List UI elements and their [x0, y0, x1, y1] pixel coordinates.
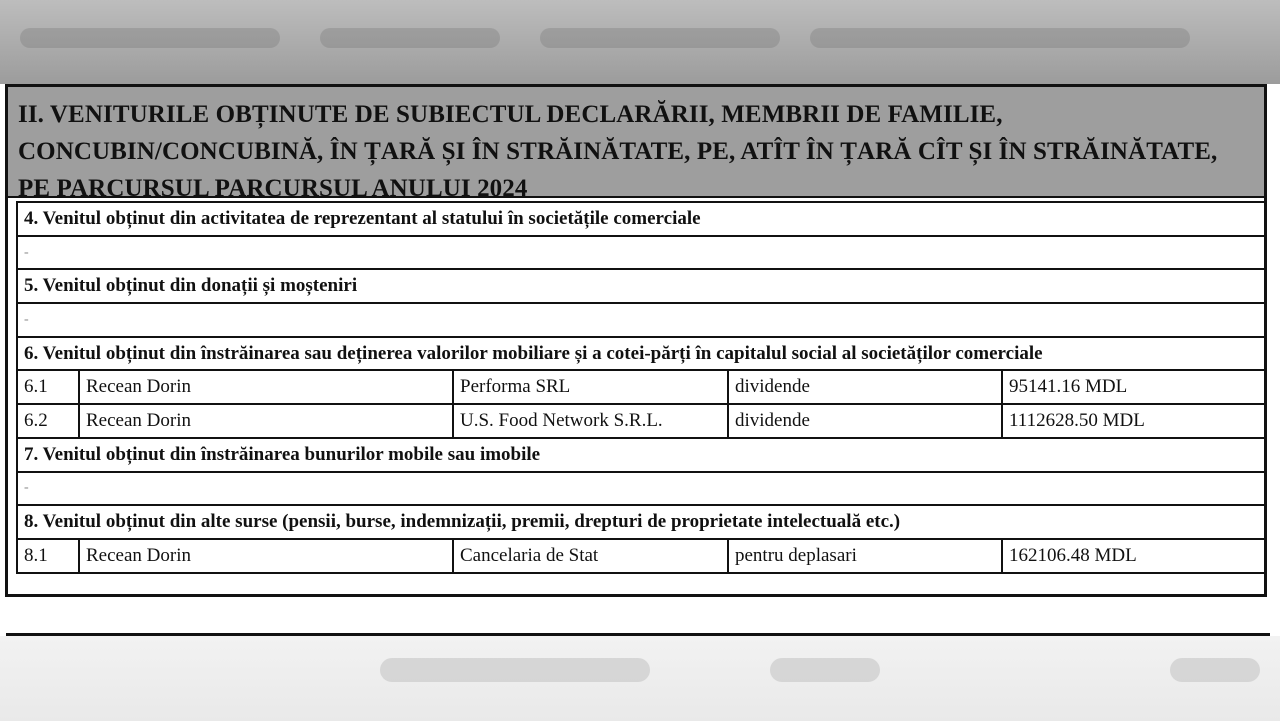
section-title-line: II. VENITURILE OBȚINUTE DE SUBIECTUL DECLARĂRII, MEMBRII DE FAMILIE,	[18, 101, 1003, 128]
income-source: Cancelaria de Stat	[453, 539, 728, 573]
blurred-text	[770, 658, 880, 682]
section-5-empty-mark: -	[17, 303, 1265, 337]
income-section-frame	[5, 84, 1267, 597]
row-number: 8.1	[17, 539, 79, 573]
section-title-line: CONCUBIN/CONCUBINĂ, ÎN ȚARĂ ȘI ÎN STRĂINĂTATE, PE, ATÎT ÎN ȚARĂ CÎT ȘI ÎN STRĂINĂTATE,	[18, 138, 1218, 165]
income-amount: 1112628.50 MDL	[1002, 404, 1265, 438]
table-row	[17, 404, 1265, 438]
section-heading-row	[17, 269, 1265, 303]
beneficiary-name: Recean Dorin	[79, 370, 453, 404]
beneficiary-name: Recean Dorin	[79, 404, 453, 438]
income-source: Performa SRL	[453, 370, 728, 404]
section-heading-row	[17, 438, 1265, 472]
table-row	[17, 370, 1265, 404]
empty-row	[17, 236, 1265, 270]
blurred-top-strip	[0, 0, 1280, 84]
income-amount: 162106.48 MDL	[1002, 539, 1265, 573]
income-type: dividende	[728, 404, 1002, 438]
empty-row	[17, 472, 1265, 506]
empty-row	[17, 303, 1265, 337]
section-title	[18, 96, 1254, 207]
section-4-heading: 4. Venitul obținut din activitatea de reprezentant al statului în societățile comerciale	[17, 202, 1265, 236]
section-8-heading: 8. Venitul obținut din alte surse (pensii, burse, indemnizații, premii, drepturi de proprietate intelectuală etc.)	[17, 505, 1265, 539]
section-heading-row	[17, 337, 1265, 371]
income-type: pentru deplasari	[728, 539, 1002, 573]
blurred-text	[320, 28, 500, 48]
blurred-text	[810, 28, 1190, 48]
section-heading-row	[17, 202, 1265, 236]
income-type: dividende	[728, 370, 1002, 404]
row-number: 6.1	[17, 370, 79, 404]
blurred-bottom-strip	[0, 636, 1280, 721]
table-row	[17, 539, 1265, 573]
income-source: U.S. Food Network S.R.L.	[453, 404, 728, 438]
income-amount: 95141.16 MDL	[1002, 370, 1265, 404]
blurred-text	[540, 28, 780, 48]
section-7-heading: 7. Venitul obținut din înstrăinarea bunurilor mobile sau imobile	[17, 438, 1265, 472]
section-6-heading: 6. Venitul obținut din înstrăinarea sau deținerea valorilor mobiliare și a cotei-părți în capitalul social al societăților comerciale	[17, 337, 1265, 371]
blurred-text	[380, 658, 650, 682]
section-5-heading: 5. Venitul obținut din donații și moșteniri	[17, 269, 1265, 303]
section-title-line: PE PARCURSUL PARCURSUL ANULUI 2024	[18, 175, 528, 202]
section-heading-row	[17, 505, 1265, 539]
income-table-wrap	[16, 201, 1264, 574]
section-7-empty-mark: -	[17, 472, 1265, 506]
section-4-empty-mark: -	[17, 236, 1265, 270]
beneficiary-name: Recean Dorin	[79, 539, 453, 573]
section-header	[8, 87, 1264, 202]
blurred-text	[20, 28, 280, 48]
blurred-text	[1170, 658, 1260, 682]
income-table	[16, 201, 1266, 574]
row-number: 6.2	[17, 404, 79, 438]
